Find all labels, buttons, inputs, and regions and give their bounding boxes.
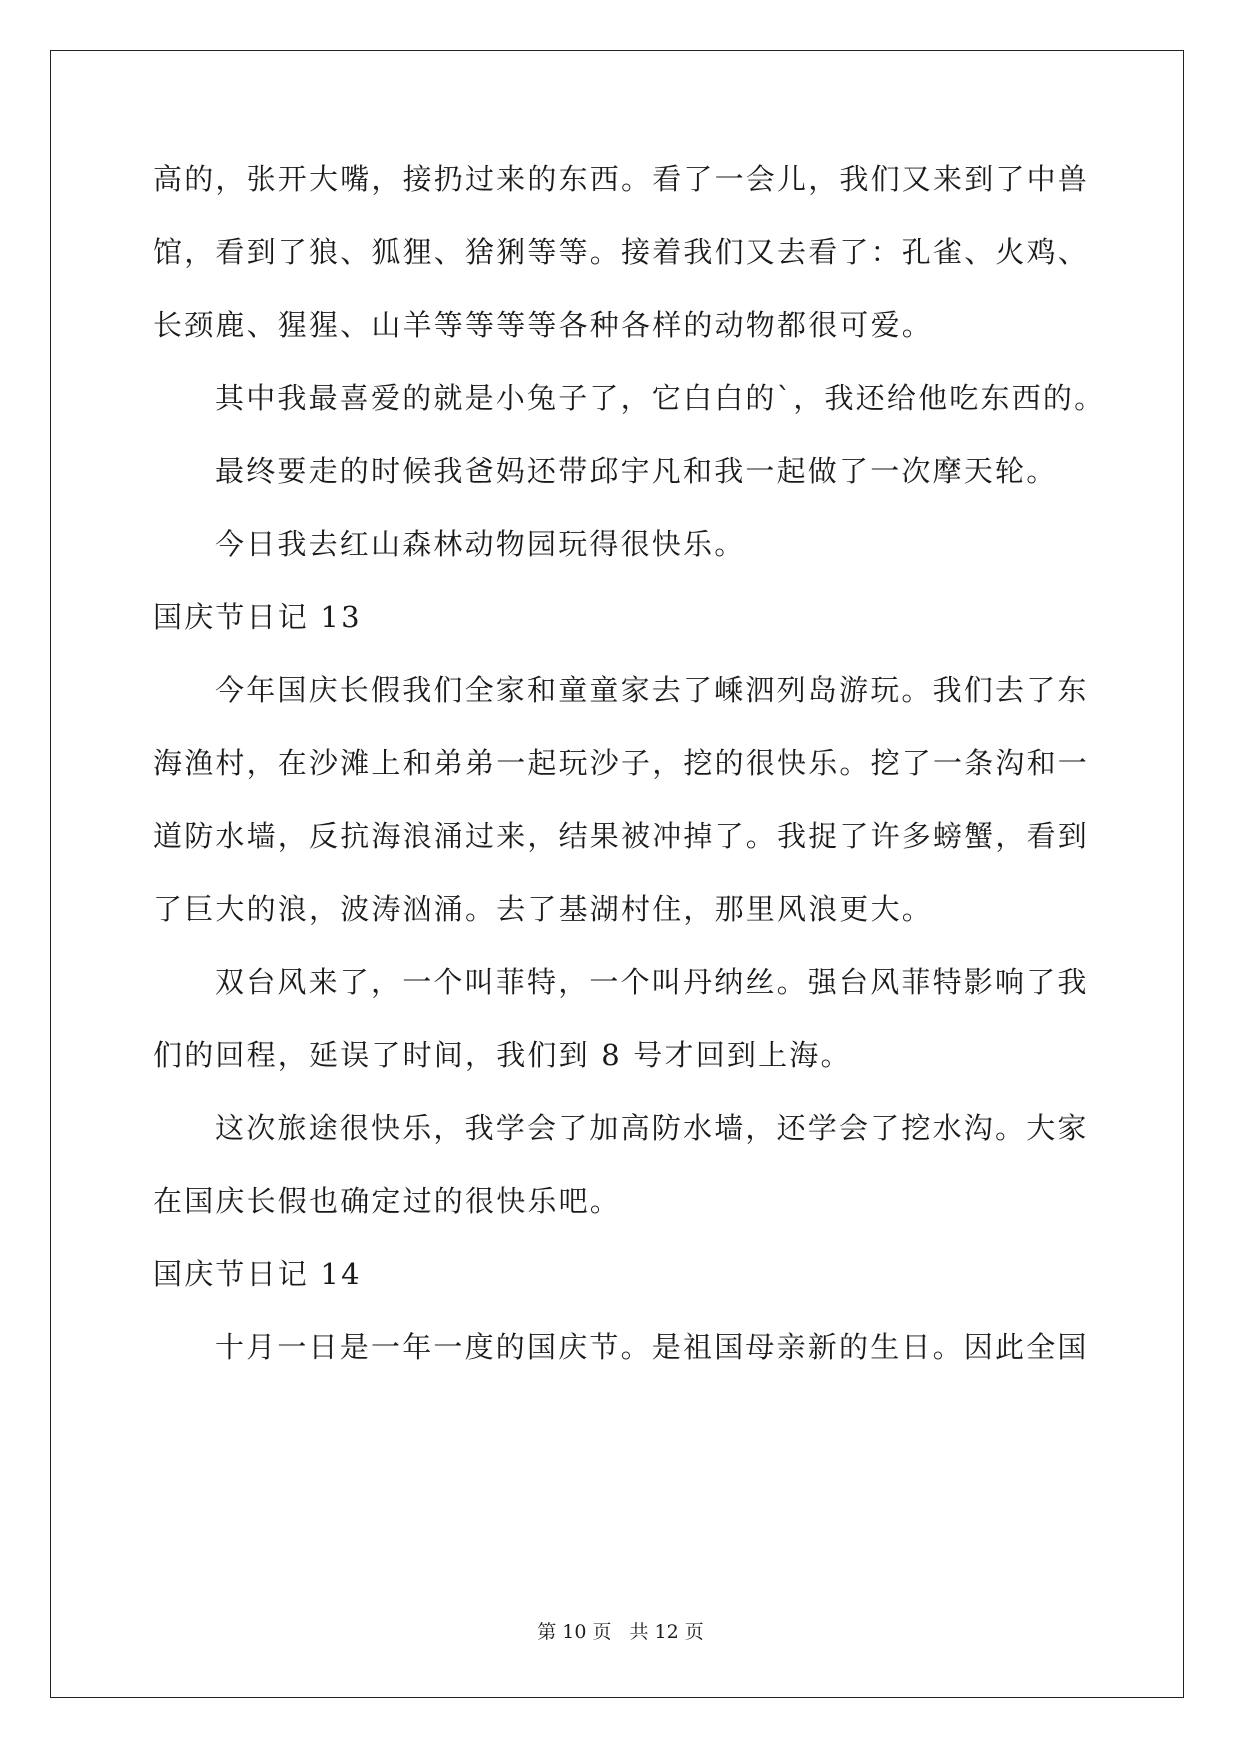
page-number: 第 10 页 (537, 1621, 612, 1643)
page-footer (0, 1617, 1241, 1644)
text-line: 长颈鹿、猩猩、山羊等等等等各种各样的动物都很可爱。 (153, 308, 934, 342)
page-border (50, 50, 1184, 1698)
page-total: 共 12 页 (629, 1621, 704, 1643)
text-line: 最终要走的时候我爸妈还带邱宇凡和我一起做了一次摩天轮。 (215, 454, 1058, 488)
text-line: 今年国庆长假我们全家和童童家去了嵊泗列岛游玩。我们去了东 (215, 673, 1089, 707)
section-heading: 国庆节日记 14 (153, 1257, 362, 1291)
text-line: 今日我去红山森林动物园玩得很快乐。 (215, 527, 746, 561)
text-line: 馆，看到了狼、狐狸、猞猁等等。接着我们又去看了：孔雀、火鸡、 (153, 235, 1090, 269)
text-line: 在国庆长假也确定过的很快乐吧。 (153, 1184, 622, 1218)
text-line: 双台风来了，一个叫菲特，一个叫丹纳丝。强台风菲特影响了我 (215, 965, 1089, 999)
text-line: 们的回程，延误了时间，我们到 8 号才回到上海。 (153, 1038, 852, 1072)
text-line: 高的，张开大嘴，接扔过来的东西。看了一会儿，我们又来到了中兽 (153, 162, 1090, 196)
text-line: 十月一日是一年一度的国庆节。是祖国母亲新的生日。因此全国 (215, 1330, 1089, 1364)
text-line: 这次旅途很快乐，我学会了加高防水墙，还学会了挖水沟。大家 (215, 1111, 1089, 1145)
text-line: 了巨大的浪，波涛汹涌。去了基湖村住，那里风浪更大。 (153, 892, 934, 926)
text-line: 海渔村，在沙滩上和弟弟一起玩沙子，挖的很快乐。挖了一条沟和一 (153, 746, 1090, 780)
text-line: 道防水墙，反抗海浪涌过来，结果被冲掉了。我捉了许多螃蟹，看到 (153, 819, 1090, 853)
text-line: 其中我最喜爱的就是小兔子了，它白白的`，我还给他吃东西的。 (215, 381, 1106, 415)
section-heading: 国庆节日记 13 (153, 600, 362, 634)
